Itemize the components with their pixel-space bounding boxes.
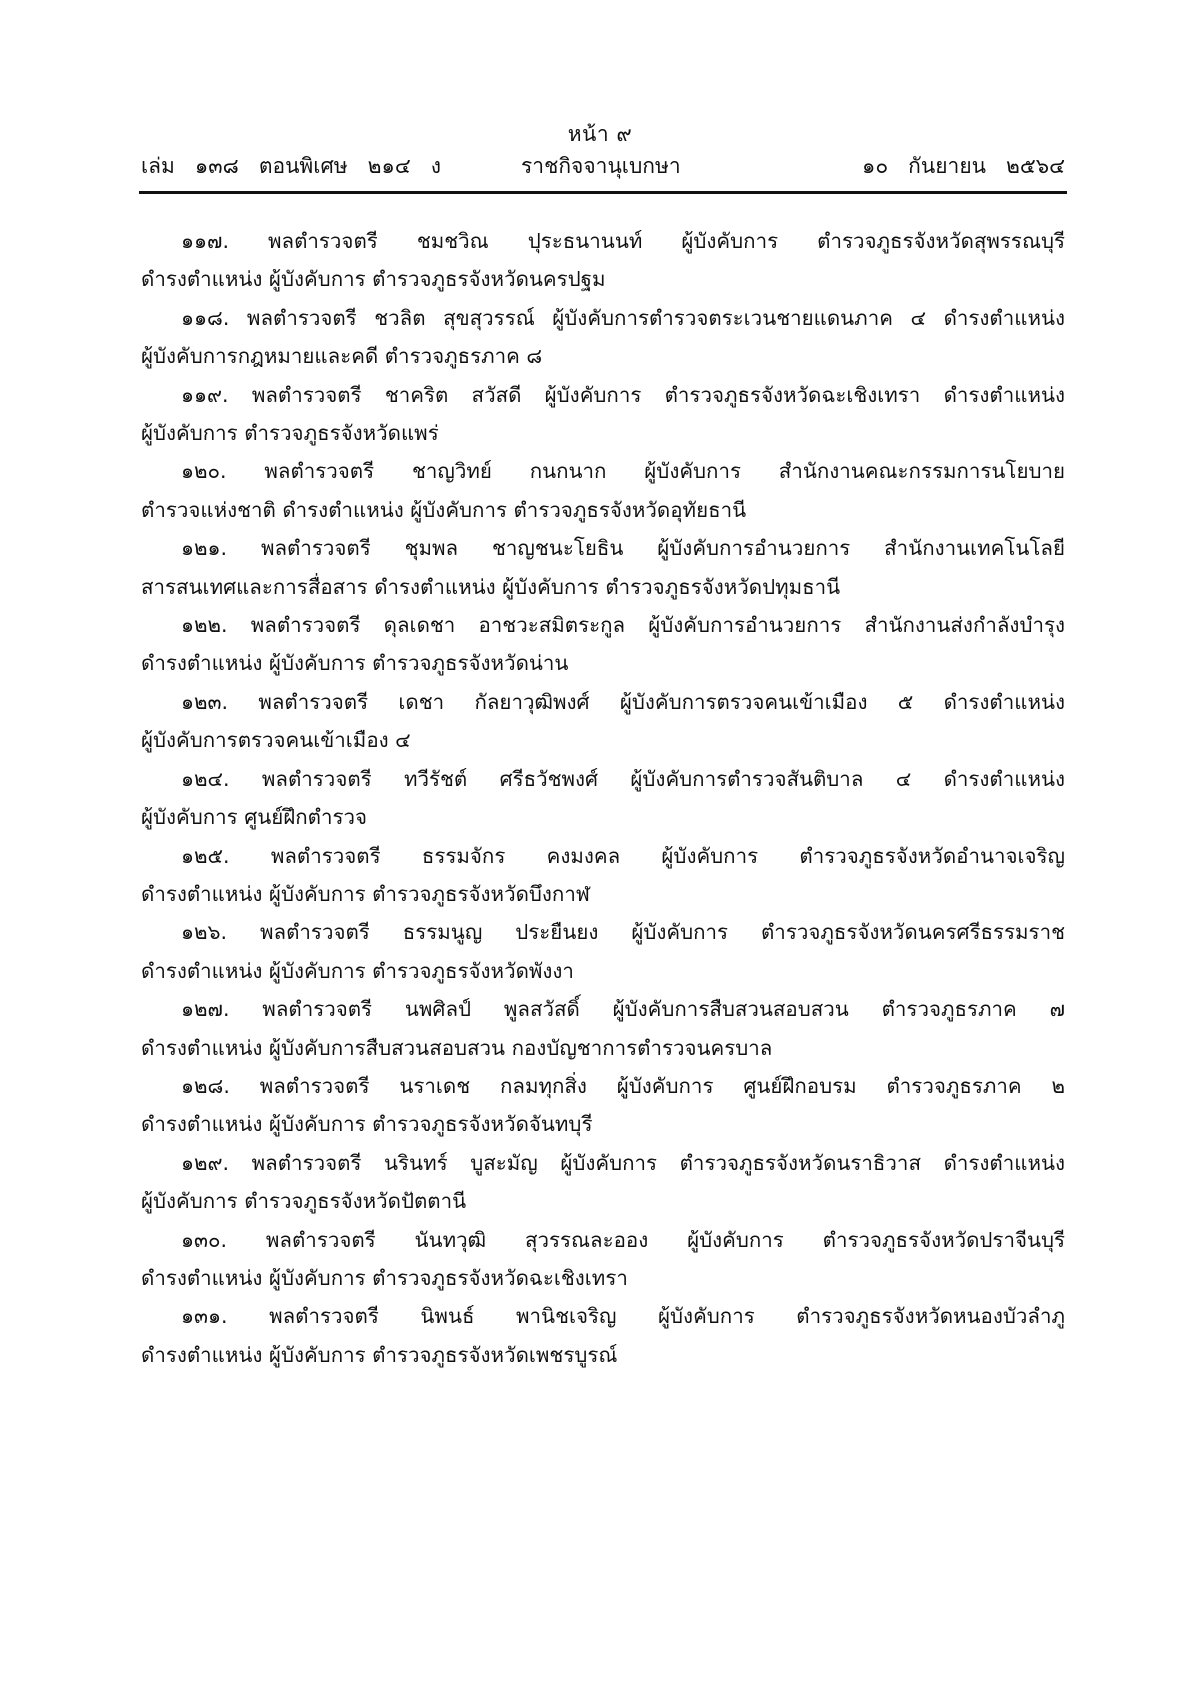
list-item bbox=[141, 452, 1065, 529]
header-rule bbox=[139, 191, 1067, 194]
appointment-line-1: ๑๒๕. พลตำรวจตรี ธรรมจักร คงมงคล ผู้บังคับการ ตำรวจภูธรจังหวัดอำนาจเจริญ bbox=[181, 843, 1065, 868]
gazette-header bbox=[141, 150, 1065, 190]
appointment-line-1: ๑๑๘. พลตำรวจตรี ชวลิต สุขสุวรรณ์ ผู้บังคับการตำรวจตระเวนชายแดนภาค ๔ ดำรงตำแหน่ง bbox=[181, 305, 1065, 330]
appointment-line-2: ดำรงตำแหน่ง ผู้บังคับการ ตำรวจภูธรจังหวัดบึงกาฬ bbox=[141, 881, 590, 906]
list-item bbox=[141, 1221, 1065, 1298]
appointment-line-1: ๑๑๗. พลตำรวจตรี ชมชวิณ ปุระธนานนท์ ผู้บังคับการ ตำรวจภูธรจังหวัดสุพรรณบุรี bbox=[181, 229, 1065, 253]
publication-date: ๑๐ กันยายน ๒๕๖๔ bbox=[862, 154, 1065, 178]
appointment-line-2: ผู้บังคับการกฎหมายและคดี ตำรวจภูธรภาค ๘ bbox=[141, 344, 543, 369]
list-item bbox=[141, 376, 1065, 453]
appointment-line-2: สารสนเทศและการสื่อสาร ดำรงตำแหน่ง ผู้บังคับการ ตำรวจภูธรจังหวัดปทุมธานี bbox=[141, 574, 841, 599]
appointment-list bbox=[141, 222, 1065, 1374]
appointment-line-1: ๑๒๘. พลตำรวจตรี นราเดช กลมทุกสิ่ง ผู้บังคับการ ศูนย์ฝึกอบรม ตำรวจภูธรภาค ๒ bbox=[181, 1073, 1065, 1098]
list-item bbox=[141, 913, 1065, 990]
appointment-line-1: ๑๒๓. พลตำรวจตรี เดชา กัลยาวุฒิพงศ์ ผู้บังคับการตรวจคนเข้าเมือง ๕ ดำรงตำแหน่ง bbox=[181, 689, 1065, 714]
appointment-line-2: ผู้บังคับการ ตำรวจภูธรจังหวัดแพร่ bbox=[141, 421, 439, 446]
appointment-line-2: ดำรงตำแหน่ง ผู้บังคับการ ตำรวจภูธรจังหวัดน่าน bbox=[141, 651, 569, 676]
appointment-line-1: ๑๒๖. พลตำรวจตรี ธรรมนูญ ประยืนยง ผู้บังคับการ ตำรวจภูธรจังหวัดนครศรีธรรมราช bbox=[181, 920, 1065, 945]
list-item bbox=[141, 1067, 1065, 1144]
appointment-line-2: ดำรงตำแหน่ง ผู้บังคับการ ตำรวจภูธรจังหวัดจันทบุรี bbox=[141, 1112, 593, 1137]
list-item bbox=[141, 1144, 1065, 1221]
list-item bbox=[141, 606, 1065, 683]
list-item bbox=[141, 683, 1065, 760]
appointment-line-2: ผู้บังคับการ ศูนย์ฝึกตำรวจ bbox=[141, 805, 368, 830]
appointment-line-1: ๑๒๔. พลตำรวจตรี ทวีรัชต์ ศรีธวัชพงศ์ ผู้บังคับการตำรวจสันติบาล ๔ ดำรงตำแหน่ง bbox=[181, 766, 1065, 791]
list-item bbox=[141, 529, 1065, 606]
appointment-line-1: ๑๓๑. พลตำรวจตรี นิพนธ์ พานิชเจริญ ผู้บังคับการ ตำรวจภูธรจังหวัดหนองบัวลำภู bbox=[181, 1304, 1065, 1329]
appointment-line-2: ผู้บังคับการ ตำรวจภูธรจังหวัดปัตตานี bbox=[141, 1189, 467, 1214]
appointment-line-1: ๑๑๙. พลตำรวจตรี ชาคริต สวัสดี ผู้บังคับการ ตำรวจภูธรจังหวัดฉะเชิงเทรา ดำรงตำแหน่ง bbox=[181, 382, 1065, 407]
appointment-line-1: ๑๓๐. พลตำรวจตรี นันทวุฒิ สุวรรณละออง ผู้บังคับการ ตำรวจภูธรจังหวัดปราจีนบุรี bbox=[181, 1227, 1065, 1252]
appointment-line-1: ๑๒๙. พลตำรวจตรี นรินทร์ บูสะมัญ ผู้บังคับการ ตำรวจภูธรจังหวัดนราธิวาส ดำรงตำแหน่ง bbox=[181, 1150, 1065, 1175]
page-number: หน้า ๙ bbox=[567, 122, 633, 146]
appointment-line-2: ดำรงตำแหน่ง ผู้บังคับการ ตำรวจภูธรจังหวัดนครปฐม bbox=[141, 267, 606, 292]
list-item bbox=[141, 1297, 1065, 1374]
list-item bbox=[141, 299, 1065, 376]
appointment-line-2: ดำรงตำแหน่ง ผู้บังคับการ ตำรวจภูธรจังหวัดเพชรบูรณ์ bbox=[141, 1342, 618, 1367]
list-item bbox=[141, 222, 1065, 299]
appointment-line-2: ดำรงตำแหน่ง ผู้บังคับการ ตำรวจภูธรจังหวัดฉะเชิงเทรา bbox=[141, 1265, 628, 1290]
volume-issue: เล่ม ๑๓๘ ตอนพิเศษ ๒๑๔ ง bbox=[141, 154, 441, 178]
appointment-line-1: ๑๒๗. พลตำรวจตรี นพศิลป์ พูลสวัสดิ์ ผู้บังคับการสืบสวนสอบสวน ตำรวจภูธรภาค ๗ bbox=[181, 997, 1065, 1022]
appointment-line-2: ดำรงตำแหน่ง ผู้บังคับการ ตำรวจภูธรจังหวัดพังงา bbox=[141, 958, 574, 983]
list-item bbox=[141, 990, 1065, 1067]
appointment-line-2: ดำรงตำแหน่ง ผู้บังคับการสืบสวนสอบสวน กองบัญชาการตำรวจนครบาล bbox=[141, 1035, 773, 1060]
appointment-line-1: ๑๒๒. พลตำรวจตรี ดุลเดชา อาชวะสมิตระกูล ผู้บังคับการอำนวยการ สำนักงานส่งกำลังบำรุง bbox=[181, 613, 1065, 638]
appointment-line-2: ตำรวจแห่งชาติ ดำรงตำแหน่ง ผู้บังคับการ ตำรวจภูธรจังหวัดอุทัยธานี bbox=[141, 497, 747, 522]
appointment-line-1: ๑๒๐. พลตำรวจตรี ชาญวิทย์ กนกนาก ผู้บังคับการ สำนักงานคณะกรรมการนโยบาย bbox=[181, 459, 1065, 484]
publication-title: ราชกิจจานุเบกษา bbox=[521, 154, 681, 178]
appointment-line-2: ผู้บังคับการตรวจคนเข้าเมือง ๔ bbox=[141, 728, 411, 753]
list-item bbox=[141, 760, 1065, 837]
appointment-line-1: ๑๒๑. พลตำรวจตรี ชุมพล ชาญชนะโยธิน ผู้บังคับการอำนวยการ สำนักงานเทคโนโลยี bbox=[181, 536, 1065, 561]
list-item bbox=[141, 837, 1065, 914]
